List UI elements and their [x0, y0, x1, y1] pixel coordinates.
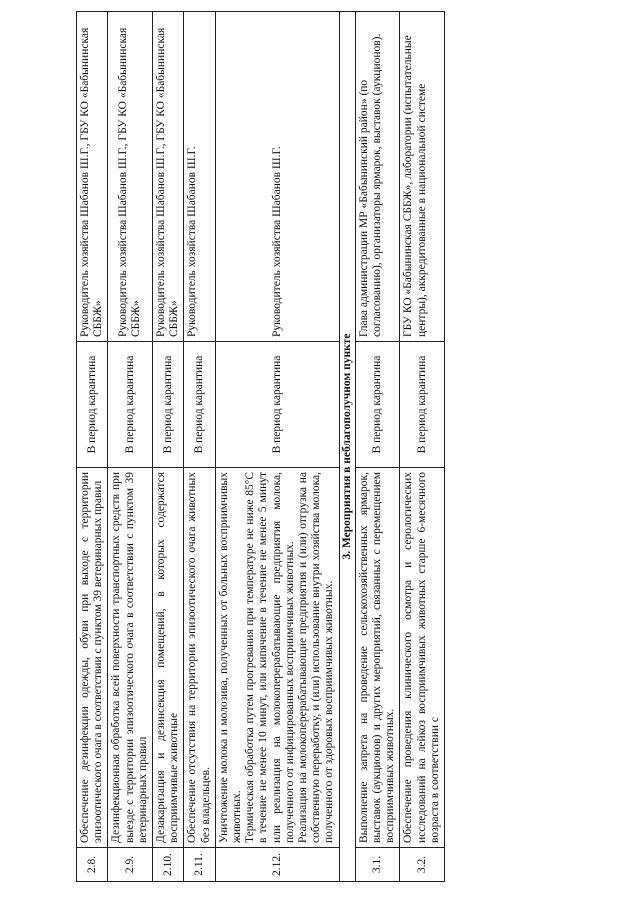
- term-text: В период карантина: [215, 342, 339, 468]
- measure-text: Выполнение запрета на проведение сельскохозяйственных ярмарок, выставок (аукционов) и других мероприятий, связанных с перемещением восприимчивых животных.: [355, 468, 400, 848]
- responsible-text: Руководитель хозяйства Шабанов Ш.Г., ГБУ КО «Бабынинская СББЖ»: [108, 12, 153, 342]
- section-header-row: [339, 12, 355, 882]
- measure-text: Обеспечение отсутствия на территории эпизоотического очага животных без владельцев.: [184, 468, 215, 848]
- measure-paragraph: Уничтожение молока и молозива, полученных от больных восприимчивых животных.: [217, 472, 244, 843]
- term-text: В период карантина: [400, 342, 445, 468]
- term-text: В период карантина: [77, 342, 108, 468]
- measure-text: Обеспечение дезинфекции одежды, обуви при выходе с территории эпизоотического очага в соответствии с пунктом 39 ветеринарных правил: [77, 468, 108, 848]
- responsible-text: Глава администрации МР «Бабынинский район» (по согласованию), организаторы ярмарок, выставок (аукционов).: [355, 12, 400, 342]
- term-text: В период карантина: [153, 342, 184, 468]
- responsible-text: ГБУ КО «Бабынинская СББЖ», лаборатории (испытательные центры), аккредитованные в национальной системе: [400, 12, 445, 342]
- measure-text: [215, 468, 339, 848]
- measure-paragraph: Реализация на молокоперерабатывающие предприятия и (или) отгрузка на собственную переработку, и (или) использование внутри хозяйства молока, полученного от здоровых восприимчивых животных.: [297, 472, 336, 843]
- term-text: В период карантина: [108, 342, 153, 468]
- row-number: 3.2.: [400, 848, 445, 882]
- term-text: В период карантина: [355, 342, 400, 468]
- measure-text: Обеспечение проведения клинического осмотра и серологических исследований на лейкоз восприимчивых животных старше 6-месячного возраста в соответствии с: [400, 468, 445, 848]
- rotated-table-container: [76, 12, 576, 882]
- table-row: [108, 12, 153, 882]
- row-number: 2.12.: [215, 848, 339, 882]
- table-row: [153, 12, 184, 882]
- term-text: В период карантина: [184, 342, 215, 468]
- row-number: 2.8.: [77, 848, 108, 882]
- responsible-text: Руководитель хозяйства Шабанов Ш.Г.: [215, 12, 339, 342]
- row-number: 2.9.: [108, 848, 153, 882]
- row-number: 3.1.: [355, 848, 400, 882]
- responsible-text: Руководитель хозяйства Шабанов Ш.Г.: [184, 12, 215, 342]
- responsible-text: Руководитель хозяйства Шабанов Ш.Г., ГБУ КО «Бабынинская СББЖ»: [77, 12, 108, 342]
- table-row: [400, 12, 445, 882]
- measure-paragraph: Термическая обработка путем прогревания при температуре не ниже 85°С в течение не менее 10 минут, или кипячение в течение не менее 5 минут или реализация на молокоперерабатывающие предприятия молока, полученного от инфицированных восприимчивых животных.: [244, 472, 296, 843]
- row-number: 2.11.: [184, 848, 215, 882]
- table-row: [77, 12, 108, 882]
- section-title: 3. Мероприятия в неблагополучном пункте: [339, 12, 355, 882]
- measure-text: Дезинфекционная обработка всей поверхности транспортных средств при выезде с территории эпизоотического очага в соответствии с пунктом 39 ветеринарных правил: [108, 468, 153, 848]
- table-row: [215, 12, 339, 882]
- responsible-text: Руководитель хозяйства Шабанов Ш.Г., ГБУ КО «Бабынинская СББЖ»: [153, 12, 184, 342]
- measure-text: Дезакаризация и дезинсекция помещений, в которых содержатся восприимчивые животные: [153, 468, 184, 848]
- quarantine-measures-table: [76, 11, 445, 882]
- row-number: 2.10.: [153, 848, 184, 882]
- table-row: [355, 12, 400, 882]
- table-row: [184, 12, 215, 882]
